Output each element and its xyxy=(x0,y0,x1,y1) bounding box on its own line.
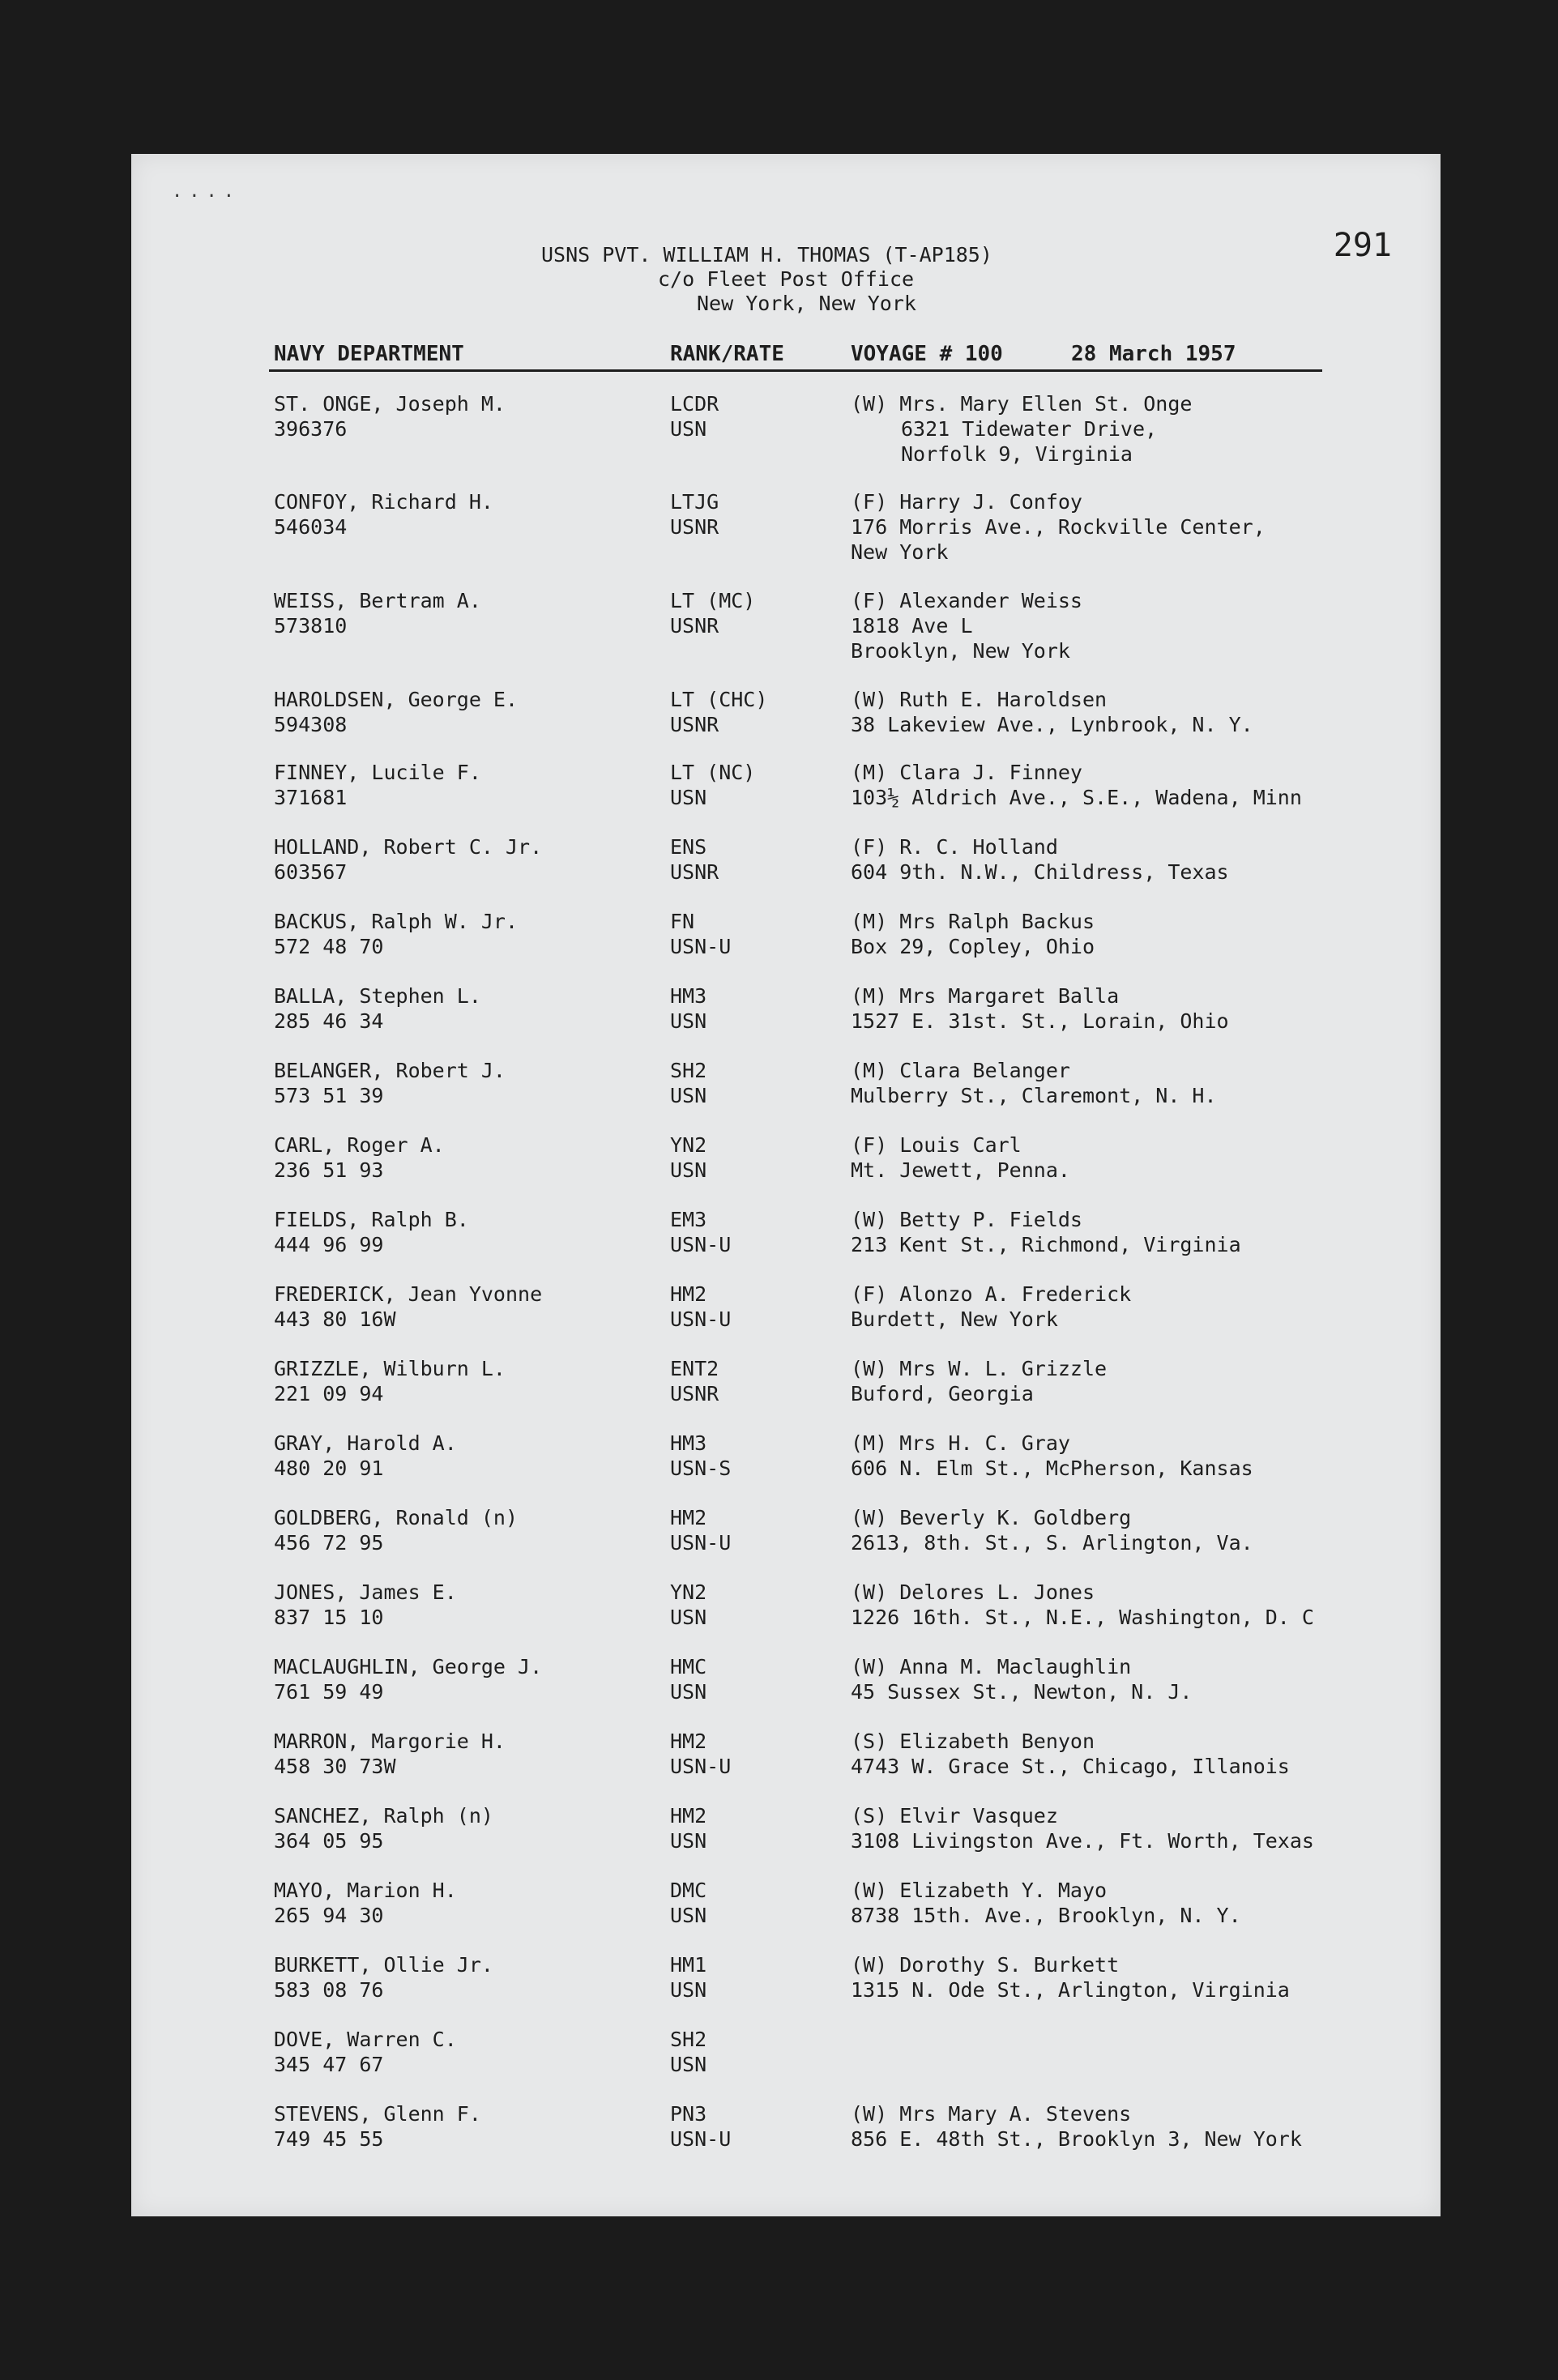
person-cell xyxy=(274,983,481,1034)
rank-rate: HMC xyxy=(670,1655,707,1678)
service-branch: USN xyxy=(670,1158,707,1182)
next-of-kin-cell xyxy=(851,391,1192,467)
service-number: 396376 xyxy=(274,417,348,441)
rank-cell xyxy=(670,1803,706,1853)
rank-cell xyxy=(670,1132,706,1183)
service-number: 364 05 95 xyxy=(274,1829,384,1853)
person-cell xyxy=(274,1952,493,2003)
next-of-kin-cell xyxy=(851,909,1095,959)
next-of-kin-cell xyxy=(851,2101,1302,2152)
person-name: MAYO, Marion H. xyxy=(274,1879,457,1902)
rank-cell xyxy=(670,2101,731,2152)
rank-cell xyxy=(670,1282,731,1332)
person-cell xyxy=(274,834,542,885)
rank-rate: HM3 xyxy=(670,984,707,1008)
next-of-kin-cell xyxy=(851,1729,1290,1779)
person-name: BACKUS, Ralph W. Jr. xyxy=(274,910,519,933)
person-cell xyxy=(274,1282,542,1332)
person-cell xyxy=(274,2027,457,2077)
rank-rate: HM2 xyxy=(670,1730,707,1753)
service-branch: USN-U xyxy=(670,1233,732,1256)
address-line: 1818 Ave L xyxy=(851,614,973,638)
service-branch: USN-U xyxy=(670,1755,732,1778)
header-rule xyxy=(269,369,1322,372)
person-cell xyxy=(274,1431,457,1481)
rank-cell xyxy=(670,1878,706,1928)
next-of-kin: (F) Harry J. Confoy xyxy=(851,490,1082,514)
service-branch: USN xyxy=(670,417,707,441)
rank-rate: FN xyxy=(670,910,695,933)
address-line: Mt. Jewett, Penna. xyxy=(851,1158,1070,1182)
next-of-kin: (S) Elvir Vasquez xyxy=(851,1804,1058,1828)
rank-rate: ENS xyxy=(670,835,707,859)
rank-rate: HM2 xyxy=(670,1804,707,1828)
person-name: FINNEY, Lucile F. xyxy=(274,761,481,784)
address-line: 2613, 8th. St., S. Arlington, Va. xyxy=(851,1531,1253,1555)
next-of-kin-cell xyxy=(851,1282,1131,1332)
person-cell xyxy=(274,588,481,638)
address-line: 38 Lakeview Ave., Lynbrook, N. Y. xyxy=(851,713,1253,736)
rank-rate: LT (MC) xyxy=(670,589,756,612)
person-cell xyxy=(274,1356,506,1406)
person-cell xyxy=(274,1505,518,1555)
person-name: HOLLAND, Robert C. Jr. xyxy=(274,835,543,859)
address-line: Burdett, New York xyxy=(851,1307,1058,1331)
next-of-kin-cell xyxy=(851,687,1253,737)
rank-rate: HM1 xyxy=(670,1953,707,1977)
next-of-kin: (F) Alexander Weiss xyxy=(851,589,1082,612)
address-line: Brooklyn, New York xyxy=(851,639,1070,663)
rank-cell xyxy=(670,391,719,441)
next-of-kin-cell xyxy=(851,489,1266,565)
service-branch: USN-U xyxy=(670,2127,732,2151)
next-of-kin-cell xyxy=(851,834,1229,885)
rank-rate: HM3 xyxy=(670,1431,707,1455)
person-name: GRIZZLE, Wilburn L. xyxy=(274,1357,506,1380)
service-number: 265 94 30 xyxy=(274,1904,384,1927)
next-of-kin-cell xyxy=(851,1356,1107,1406)
next-of-kin-cell xyxy=(851,1803,1314,1853)
person-cell xyxy=(274,1207,469,1257)
rank-cell xyxy=(670,1058,706,1108)
address-line: 6321 Tidewater Drive, xyxy=(901,417,1158,441)
person-name: BELANGER, Robert J. xyxy=(274,1059,506,1082)
rank-cell xyxy=(670,760,755,810)
person-name: STEVENS, Glenn F. xyxy=(274,2102,481,2126)
rank-cell xyxy=(670,983,706,1034)
person-cell xyxy=(274,489,493,540)
person-name: DOVE, Warren C. xyxy=(274,2028,457,2051)
service-number: 345 47 67 xyxy=(274,2053,384,2076)
rank-rate: EM3 xyxy=(670,1208,707,1231)
service-branch: USNR xyxy=(670,1382,719,1405)
next-of-kin: (W) Mrs Mary A. Stevens xyxy=(851,2102,1132,2126)
next-of-kin-cell xyxy=(851,983,1229,1034)
service-branch: USN xyxy=(670,2053,707,2076)
address-line: Box 29, Copley, Ohio xyxy=(851,935,1095,958)
rank-rate: SH2 xyxy=(670,1059,707,1082)
person-name: BURKETT, Ollie Jr. xyxy=(274,1953,493,1977)
next-of-kin: (W) Anna M. Maclaughlin xyxy=(851,1655,1132,1678)
next-of-kin-cell xyxy=(851,1132,1070,1183)
rank-rate: HM2 xyxy=(670,1506,707,1529)
rank-cell xyxy=(670,1580,706,1630)
person-name: MACLAUGHLIN, George J. xyxy=(274,1655,543,1678)
next-of-kin-cell xyxy=(851,760,1302,810)
address-line: 856 E. 48th St., Brooklyn 3, New York xyxy=(851,2127,1302,2151)
next-of-kin-cell xyxy=(851,1058,1217,1108)
person-cell xyxy=(274,687,518,737)
service-branch: USN xyxy=(670,1009,707,1033)
person-name: HAROLDSEN, George E. xyxy=(274,688,519,711)
rank-cell xyxy=(670,1654,706,1704)
person-name: CARL, Roger A. xyxy=(274,1133,445,1157)
service-number: 443 80 16W xyxy=(274,1307,396,1331)
rank-cell xyxy=(670,1207,731,1257)
person-name: FREDERICK, Jean Yvonne xyxy=(274,1282,543,1306)
service-number: 458 30 73W xyxy=(274,1755,396,1778)
ship-name: USNS PVT. WILLIAM H. THOMAS (T-AP185) xyxy=(541,243,992,267)
person-cell xyxy=(274,760,481,810)
page-number: 291 xyxy=(1333,227,1392,264)
person-cell xyxy=(274,391,506,441)
person-cell xyxy=(274,1132,445,1183)
service-number: 221 09 94 xyxy=(274,1382,384,1405)
person-name: SANCHEZ, Ralph (n) xyxy=(274,1804,493,1828)
service-branch: USN-S xyxy=(670,1457,732,1480)
service-branch: USN-U xyxy=(670,1307,732,1331)
next-of-kin: (W) Mrs. Mary Ellen St. Onge xyxy=(851,392,1193,416)
service-number: 480 20 91 xyxy=(274,1457,384,1480)
next-of-kin-cell xyxy=(851,1505,1253,1555)
rank-rate: LCDR xyxy=(670,392,719,416)
service-branch: USN xyxy=(670,1829,707,1853)
next-of-kin: (W) Dorothy S. Burkett xyxy=(851,1953,1120,1977)
next-of-kin: (W) Elizabeth Y. Mayo xyxy=(851,1879,1108,1902)
address-line: 45 Sussex St., Newton, N. J. xyxy=(851,1680,1193,1704)
person-cell xyxy=(274,1654,542,1704)
service-number: 573810 xyxy=(274,614,348,638)
rank-rate: LT (CHC) xyxy=(670,688,768,711)
service-branch: USN-U xyxy=(670,935,732,958)
address-line: New York xyxy=(851,540,949,564)
address-line: 176 Morris Ave., Rockville Center, xyxy=(851,515,1266,539)
service-branch: USN-U xyxy=(670,1531,732,1555)
margin-marks: ···· xyxy=(172,186,241,207)
next-of-kin: (M) Mrs Ralph Backus xyxy=(851,910,1095,933)
next-of-kin: (M) Mrs H. C. Gray xyxy=(851,1431,1070,1455)
address-line: 3108 Livingston Ave., Ft. Worth, Texas xyxy=(851,1829,1314,1853)
rank-cell xyxy=(670,1729,731,1779)
rank-cell xyxy=(670,909,731,959)
service-branch: USN xyxy=(670,786,707,809)
service-number: 594308 xyxy=(274,713,348,736)
service-branch: USNR xyxy=(670,515,719,539)
next-of-kin: (M) Clara J. Finney xyxy=(851,761,1082,784)
person-name: GOLDBERG, Ronald (n) xyxy=(274,1506,519,1529)
service-branch: USN xyxy=(670,1084,707,1107)
address-line: Mulberry St., Claremont, N. H. xyxy=(851,1084,1217,1107)
person-cell xyxy=(274,2101,481,2152)
rank-rate: YN2 xyxy=(670,1580,707,1604)
address-line: Buford, Georgia xyxy=(851,1382,1034,1405)
service-number: 761 59 49 xyxy=(274,1680,384,1704)
person-name: MARRON, Margorie H. xyxy=(274,1730,506,1753)
service-branch: USN xyxy=(670,1978,707,2002)
address-line: 1527 E. 31st. St., Lorain, Ohio xyxy=(851,1009,1229,1033)
address-line: 1315 N. Ode St., Arlington, Virginia xyxy=(851,1978,1290,2002)
next-of-kin: (S) Elizabeth Benyon xyxy=(851,1730,1095,1753)
service-number: 603567 xyxy=(274,860,348,884)
service-number: 749 45 55 xyxy=(274,2127,384,2151)
service-number: 371681 xyxy=(274,786,348,809)
service-branch: USN xyxy=(670,1904,707,1927)
next-of-kin-cell xyxy=(851,1878,1241,1928)
service-branch: USN xyxy=(670,1606,707,1629)
address-line: 8738 15th. Ave., Brooklyn, N. Y. xyxy=(851,1904,1241,1927)
rank-cell xyxy=(670,1505,731,1555)
person-cell xyxy=(274,1580,457,1630)
next-of-kin: (W) Betty P. Fields xyxy=(851,1208,1082,1231)
rank-cell xyxy=(670,834,719,885)
service-number: 572 48 70 xyxy=(274,935,384,958)
rank-cell xyxy=(670,2027,706,2077)
person-cell xyxy=(274,1058,506,1108)
rank-cell xyxy=(670,588,755,638)
service-number: 236 51 93 xyxy=(274,1158,384,1182)
next-of-kin: (M) Mrs Margaret Balla xyxy=(851,984,1120,1008)
next-of-kin-cell xyxy=(851,1431,1253,1481)
address-line: 606 N. Elm St., McPherson, Kansas xyxy=(851,1457,1253,1480)
rank-rate: LTJG xyxy=(670,490,719,514)
next-of-kin: (W) Ruth E. Haroldsen xyxy=(851,688,1108,711)
next-of-kin-cell xyxy=(851,1207,1241,1257)
column-date: 28 March 1957 xyxy=(1071,342,1236,366)
rank-rate: LT (NC) xyxy=(670,761,756,784)
next-of-kin-cell xyxy=(851,1654,1192,1704)
rank-rate: HM2 xyxy=(670,1282,707,1306)
next-of-kin: (M) Clara Belanger xyxy=(851,1059,1070,1082)
address-line: 604 9th. N.W., Childress, Texas xyxy=(851,860,1229,884)
service-branch: USN xyxy=(670,1680,707,1704)
address-line: 213 Kent St., Richmond, Virginia xyxy=(851,1233,1241,1256)
rank-rate: YN2 xyxy=(670,1133,707,1157)
next-of-kin: (F) Louis Carl xyxy=(851,1133,1022,1157)
service-number: 285 46 34 xyxy=(274,1009,384,1033)
rank-cell xyxy=(670,489,719,540)
person-name: WEISS, Bertram A. xyxy=(274,589,481,612)
service-number: 456 72 95 xyxy=(274,1531,384,1555)
person-name: BALLA, Stephen L. xyxy=(274,984,481,1008)
service-branch: USNR xyxy=(670,713,719,736)
rank-cell xyxy=(670,687,767,737)
service-number: 583 08 76 xyxy=(274,1978,384,2002)
service-branch: USNR xyxy=(670,614,719,638)
next-of-kin-cell xyxy=(851,1952,1290,2003)
person-name: GRAY, Harold A. xyxy=(274,1431,457,1455)
rank-cell xyxy=(670,1431,731,1481)
next-of-kin-cell xyxy=(851,1580,1314,1630)
service-branch: USNR xyxy=(670,860,719,884)
person-cell xyxy=(274,1878,457,1928)
document-page xyxy=(131,154,1441,2216)
service-number: 837 15 10 xyxy=(274,1606,384,1629)
column-voyage: VOYAGE # 100 xyxy=(851,342,1003,366)
rank-cell xyxy=(670,1952,706,2003)
rank-cell xyxy=(670,1356,719,1406)
column-rank: RANK/RATE xyxy=(670,342,784,366)
service-number: 573 51 39 xyxy=(274,1084,384,1107)
person-name: FIELDS, Ralph B. xyxy=(274,1208,469,1231)
city-state: New York, New York xyxy=(697,292,916,315)
next-of-kin: (W) Beverly K. Goldberg xyxy=(851,1506,1132,1529)
next-of-kin: (W) Mrs W. L. Grizzle xyxy=(851,1357,1108,1380)
person-name: CONFOY, Richard H. xyxy=(274,490,493,514)
rank-rate: DMC xyxy=(670,1879,707,1902)
next-of-kin: (F) R. C. Holland xyxy=(851,835,1058,859)
service-number: 444 96 99 xyxy=(274,1233,384,1256)
person-cell xyxy=(274,1729,506,1779)
person-cell xyxy=(274,1803,493,1853)
address-line: 1226 16th. St., N.E., Washington, D. C xyxy=(851,1606,1314,1629)
next-of-kin: (F) Alonzo A. Frederick xyxy=(851,1282,1132,1306)
column-dept: NAVY DEPARTMENT xyxy=(274,342,464,366)
next-of-kin: (W) Delores L. Jones xyxy=(851,1580,1095,1604)
rank-rate: SH2 xyxy=(670,2028,707,2051)
person-name: JONES, James E. xyxy=(274,1580,457,1604)
address-line: 103½ Aldrich Ave., S.E., Wadena, Minn xyxy=(851,786,1302,809)
service-number: 546034 xyxy=(274,515,348,539)
address-line: Norfolk 9, Virginia xyxy=(901,442,1133,466)
address-line: 4743 W. Grace St., Chicago, Illanois xyxy=(851,1755,1290,1778)
person-cell xyxy=(274,909,518,959)
rank-rate: ENT2 xyxy=(670,1357,719,1380)
rank-rate: PN3 xyxy=(670,2102,707,2126)
next-of-kin-cell xyxy=(851,588,1082,663)
fleet-post-office: c/o Fleet Post Office xyxy=(658,267,915,291)
person-name: ST. ONGE, Joseph M. xyxy=(274,392,506,416)
